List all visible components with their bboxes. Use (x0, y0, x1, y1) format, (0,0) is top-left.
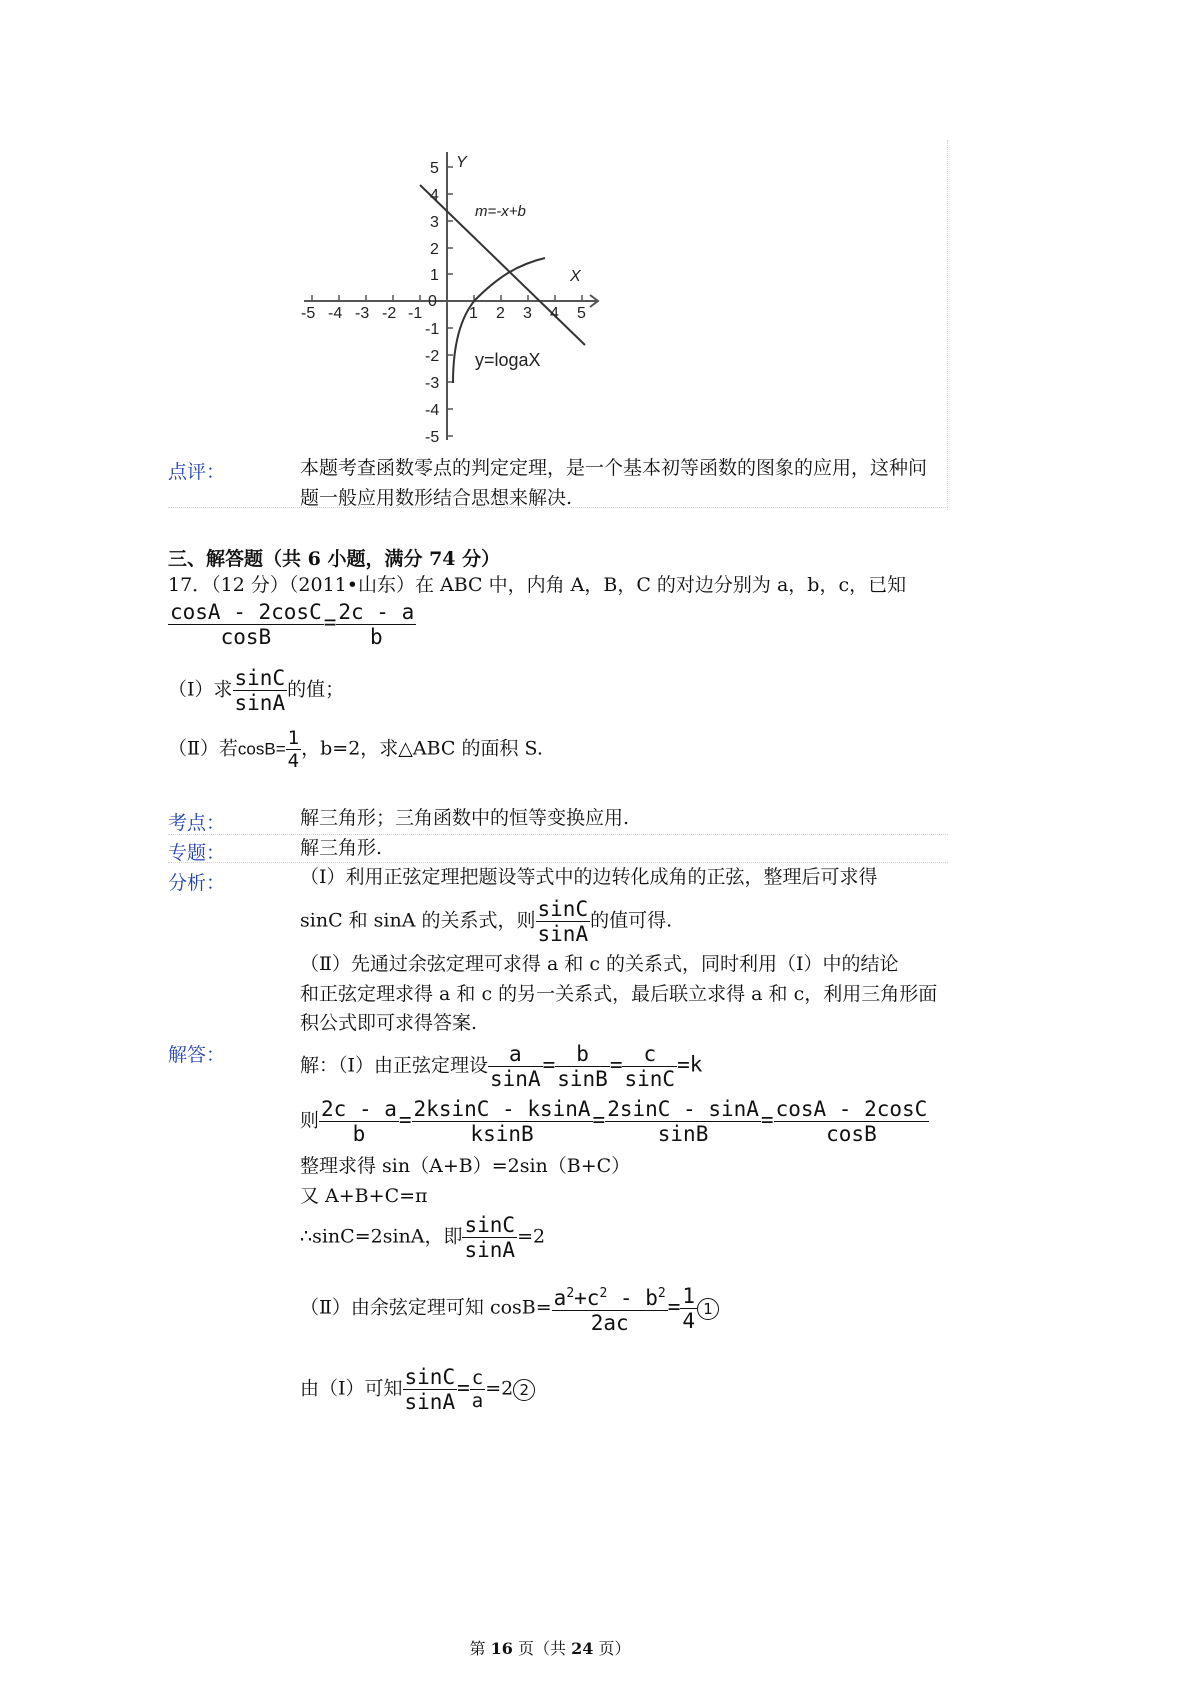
equals-sign: = (667, 1294, 681, 1319)
x-tick: 4 (550, 305, 559, 322)
fraction (536, 897, 591, 946)
numerator: cosA - 2cosC (775, 1097, 928, 1121)
page-total: 24 (571, 1639, 594, 1658)
cos-b: cosB= (237, 739, 286, 759)
numerator: 2c - a (338, 600, 415, 624)
denominator: 4 (287, 750, 300, 772)
denominator: sinA (490, 1067, 541, 1091)
frame-right-border (947, 140, 948, 510)
y-tick: -5 (425, 429, 440, 446)
question-17-intro: 17．（12 分）（2011•山东）在 ABC 中，内角 A，B，C 的对边分别为 a，b，c，已知 (168, 574, 907, 596)
denominator: ksinB (470, 1122, 534, 1146)
solution-step-3: 整理求得 sin（A+B）=2sin（B+C） (300, 1155, 631, 1177)
solution-step-4: 又 A+B+C=π (300, 1185, 428, 1207)
numerator: sinC (404, 1365, 456, 1389)
numerator: 2sinC - sinA (607, 1097, 759, 1121)
denominator: cosB (220, 625, 272, 649)
y-axis-label: Y (456, 154, 467, 171)
fraction (552, 1282, 668, 1335)
numerator: sinC (537, 897, 589, 921)
step-7-prefix: 由（Ⅰ）可知 (300, 1377, 403, 1400)
y-tick: -2 (425, 348, 440, 365)
fenxi-line-3: （Ⅱ）先通过余弦定理可求得 a 和 c 的关系式，同时利用（Ⅰ）中的结论 (300, 953, 899, 975)
denominator: sinA (464, 1238, 516, 1262)
fenxi-line-1: （Ⅰ）利用正弦定理把题设等式中的边转化成角的正弦，整理后可求得 (300, 866, 878, 888)
x-tick: 5 (577, 305, 586, 322)
equals-sign: = (323, 610, 337, 634)
denominator: 2ac (590, 1311, 629, 1335)
y-tick: 3 (430, 214, 439, 231)
x-tick: 3 (523, 305, 532, 322)
section-heading: 三、解答题（共 6 小题，满分 74 分） (168, 548, 501, 570)
fraction (488, 1042, 543, 1091)
step-2-prefix: 则 (300, 1109, 320, 1132)
fraction (462, 1213, 517, 1262)
y-tick: -4 (425, 402, 440, 419)
step-5-end: =2 (517, 1225, 546, 1248)
x-axis-label: X (570, 268, 581, 285)
denominator: sinB (657, 1122, 709, 1146)
x-tick: -3 (355, 305, 370, 322)
fraction (233, 666, 288, 715)
step-6-prefix: （Ⅱ）由余弦定理可知 cosB= (300, 1296, 552, 1319)
solution-step-7: 由（Ⅰ）可知 $\frac{\sin C}{\sin A}$ = $\frac{c}{a}$ =2 2 (300, 1365, 535, 1414)
circled-number-2: 2 (513, 1379, 535, 1401)
comment-line-2: 题一般应用数形结合思想来解决. (300, 487, 573, 509)
fraction (286, 727, 301, 772)
y-tick: 2 (430, 241, 439, 258)
numerator: sinC (464, 1213, 516, 1237)
part-2-suffix: ，b=2，求△ABC 的面积 S. (301, 737, 543, 760)
y-tick: 5 (430, 160, 439, 177)
denominator: sinB (557, 1067, 608, 1091)
fraction (622, 1042, 677, 1091)
zhuanti-label: 专题： (168, 842, 226, 864)
curve-label: y=logaX (475, 350, 541, 370)
part-1-prefix: （Ⅰ）求 (168, 678, 233, 701)
solution-step-6 (300, 1282, 719, 1335)
fraction (168, 600, 324, 649)
numerator: c (622, 1042, 677, 1067)
kaodian-text: 解三角形；三角函数中的恒等变换应用. (300, 807, 630, 829)
x-tick: -5 (301, 305, 316, 322)
fraction (555, 1042, 610, 1091)
numerator: 1 (682, 1284, 695, 1308)
part-1-suffix: 的值； (287, 678, 345, 701)
denominator: cosB (826, 1122, 877, 1146)
numerator: sinC (234, 666, 286, 690)
denominator: sinA (234, 691, 286, 715)
y-tick: -1 (425, 321, 440, 338)
comment-label: 点评： (168, 461, 226, 483)
function-graph (300, 140, 610, 450)
fraction (470, 1367, 485, 1412)
part-2-question (168, 727, 543, 772)
part-1-question (168, 666, 344, 715)
numerator: 1 (287, 727, 300, 749)
x-tick: 0 (428, 293, 437, 310)
numerator: a (488, 1042, 543, 1067)
denominator: 4 (682, 1309, 695, 1333)
part-2-prefix: （Ⅱ）若 (168, 737, 238, 760)
fraction (412, 1097, 593, 1146)
denominator: sinA (404, 1390, 456, 1414)
fraction (680, 1284, 697, 1333)
step-5-prefix: ∴sinC=2sinA，即 (300, 1225, 463, 1248)
page-footer (0, 1636, 1100, 1659)
numerator: 2ksinC - ksinA (413, 1097, 591, 1121)
line-label: m=-x+b (475, 203, 526, 220)
numerator: $a^2+c^2 - b^2$ (552, 1282, 668, 1311)
footer-text: 页（共 (512, 1639, 572, 1658)
numerator: b (555, 1042, 610, 1067)
fraction (403, 1365, 458, 1414)
denominator: sinC (624, 1067, 676, 1091)
x-tick: -4 (328, 305, 343, 322)
separator-line (168, 834, 948, 835)
footer-text: 第 (469, 1639, 491, 1658)
zhuanti-text: 解三角形. (300, 837, 383, 859)
fenxi-line-2-prefix: sinC 和 sinA 的关系式，则 (300, 909, 536, 932)
circled-number-1: 1 (697, 1298, 719, 1320)
footer-text: 页） (593, 1639, 631, 1658)
x-tick: -2 (382, 305, 397, 322)
x-tick: 2 (496, 305, 505, 322)
numerator: c (471, 1367, 484, 1389)
fraction (336, 600, 416, 649)
x-tick: 1 (469, 305, 478, 322)
given-equation (168, 600, 416, 649)
denominator: b (369, 625, 383, 649)
fenxi-line-2-suffix: 的值可得. (590, 909, 673, 932)
page-number: 16 (490, 1639, 513, 1658)
fraction (319, 1097, 399, 1146)
jieda-label: 解答： (168, 1044, 226, 1066)
solution-step-1: 解：（Ⅰ）由正弦定理设 $\frac{a}{\sin A}$ = $\frac{b}{\sin B}$ = $\frac{c}{\sin C}$ =k (300, 1042, 703, 1091)
denominator: sinA (537, 922, 589, 946)
y-tick: -3 (425, 375, 440, 392)
numerator: 2c - a (321, 1097, 397, 1121)
fenxi-line-4: 和正弦定理求得 a 和 c 的另一关系式，最后联立求得 a 和 c，利用三角形面 (300, 983, 938, 1005)
fenxi-line-2 (300, 897, 672, 946)
step-7-end: =2 (485, 1377, 514, 1400)
step-1-end: =k (677, 1052, 703, 1077)
x-tick: -1 (408, 305, 423, 322)
fenxi-label: 分析： (168, 872, 226, 894)
solution-step-5 (300, 1213, 545, 1262)
fraction (605, 1097, 761, 1146)
numerator: cosA - 2cosC (170, 600, 322, 624)
y-tick: 4 (430, 187, 439, 204)
fraction (774, 1097, 930, 1146)
denominator: b (352, 1122, 366, 1146)
step-1-prefix: 解：（Ⅰ）由正弦定理设 (300, 1054, 489, 1077)
solution-step-2: 则 $\frac{2c - a}{b}$ = $\frac{2ksinC - ksinA}{ksinB}$ = $\frac{2\sin C - \sin A}{\sin B}$ = $\frac{\cos A - 2\cos C}{\cos B}$ (300, 1097, 928, 1146)
comment-line-1: 本题考查函数零点的判定定理，是一个基本初等函数的图象的应用，这种问 (300, 457, 928, 479)
kaodian-label: 考点： (168, 812, 226, 834)
denominator: a (471, 1390, 484, 1412)
fenxi-line-5: 积公式即可求得答案. (300, 1012, 478, 1034)
y-tick: 1 (430, 267, 439, 284)
